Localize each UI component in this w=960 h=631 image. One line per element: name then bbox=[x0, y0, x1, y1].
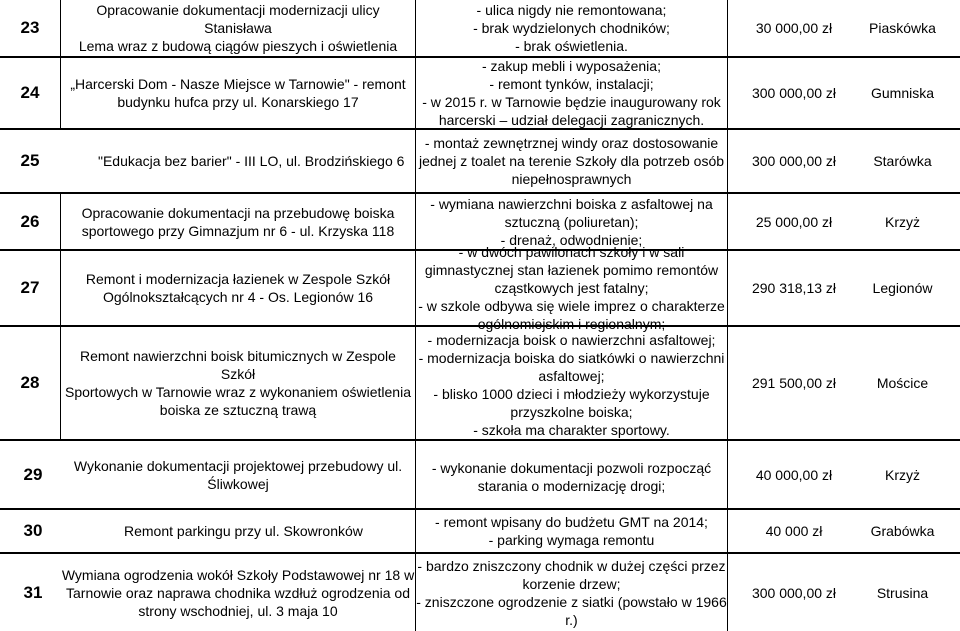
row-number: 23 bbox=[20, 18, 40, 37]
district-name: Piaskówka bbox=[869, 20, 936, 36]
project-justification: - modernizacja boisk o nawierzchni asfaltowej; - modernizacja boiska do siatkówki o nawierzchni asfaltowej; - blisko 1000 dzieci i młodzieży wykorzystuje przyszkolne boiska; - szkoła ma charakter sportowy. bbox=[418, 332, 725, 438]
project-title: Opracowanie dokumentacji na przebudowę boiska sportowego przy Gimnazjum nr 6 - ul. Krzyska 118 bbox=[81, 204, 395, 239]
district-name: Krzyż bbox=[885, 213, 920, 230]
project-title: Remont i modernizacja łazienek w Zespole Szkół Ogólnokształcących nr 4 - Os. Legionów 16 bbox=[85, 271, 391, 305]
project-amount: 300 000,00 zł bbox=[751, 153, 837, 169]
row-number: 28 bbox=[20, 373, 40, 392]
district-name: Legionów bbox=[872, 280, 933, 296]
project-justification: - wymiana nawierzchni boiska z asfaltowej na sztuczną (poliuretan); - drenaż, odwodnienie; bbox=[430, 195, 713, 248]
row-number: 27 bbox=[20, 278, 40, 297]
project-amount: 30 000,00 zł bbox=[755, 20, 833, 36]
row-number: 31 bbox=[23, 582, 43, 602]
project-amount: 290 318,13 zł bbox=[751, 280, 837, 296]
project-amount: 40 000,00 zł bbox=[755, 466, 833, 483]
row-number: 26 bbox=[20, 211, 40, 231]
row-number: 29 bbox=[23, 464, 43, 484]
project-title: Wymiana ogrodzenia wokół Szkoły Podstawowej nr 18 w Tarnowie oraz naprawa chodnika wzdłuż ogrodzenia od strony wschodniej, ul. 3 maja 10 bbox=[61, 566, 415, 619]
project-justification: - wykonanie dokumentacji pozwoli rozpocząć starania o modernizację drogi; bbox=[431, 459, 712, 494]
project-title: „Harcerski Dom - Nasze Miejsce w Tarnowie" - remont budynku hufca przy ul. Konarskiego 17 bbox=[70, 76, 406, 110]
project-title: "Edukacja bez barier" - III LO, ul. Brodzińskiego 6 bbox=[98, 153, 405, 169]
project-title: Opracowanie dokumentacji modernizacji ulicy Stanisława Lema wraz z budową ciągów pieszych i oświetlenia bbox=[78, 2, 398, 54]
district-name: Grabówka bbox=[870, 523, 935, 539]
district-name: Starówka bbox=[873, 153, 932, 169]
project-justification: - zakup mebli i wyposażenia; - remont tynków, instalacji; - w 2015 r. w Tarnowie będzie inaugurowany rok harcerski – udział delegacji zagranicznych. bbox=[422, 58, 721, 128]
row-number: 25 bbox=[20, 151, 40, 170]
project-justification: - remont wpisany do budżetu GMT na 2014; - parking wymaga remontu bbox=[435, 514, 708, 548]
project-amount: 40 000 zł bbox=[765, 523, 823, 539]
district-name: Strusina bbox=[876, 584, 929, 601]
project-title: Remont parkingu przy ul. Skowronków bbox=[124, 523, 363, 539]
project-amount: 300 000,00 zł bbox=[751, 584, 837, 601]
district-name: Krzyż bbox=[885, 466, 920, 483]
project-justification: - w dwóch pawilonach szkoły i w sali gimnastycznej stan łazienek pomimo remontów cząstkowych jest fatalny; - w szkole odbywa się wiele imprez o charakterze ogólnomiejskim i regionalnym; bbox=[418, 244, 725, 332]
district-name: Gumniska bbox=[870, 85, 935, 101]
project-justification: - ulica nigdy nie remontowana; - brak wydzielonych chodników; - brak oświetlenia. bbox=[473, 2, 670, 54]
project-amount: 291 500,00 zł bbox=[751, 375, 837, 391]
row-number: 24 bbox=[20, 83, 40, 102]
project-title: Wykonanie dokumentacji projektowej przebudowy ul. Śliwkowej bbox=[73, 457, 403, 492]
row-number: 30 bbox=[23, 521, 43, 540]
project-amount: 25 000,00 zł bbox=[755, 213, 833, 230]
project-amount: 300 000,00 zł bbox=[751, 85, 837, 101]
project-justification: - montaż zewnętrznej windy oraz dostosowanie jednej z toalet na terenie Szkoły dla potrzeb osób niepełnosprawnych bbox=[418, 135, 725, 187]
project-title: Remont nawierzchni boisk bitumicznych w Zespole Szkół Sportowych w Tarnowie wraz z wykonaniem oświetlenia boiska ze sztuczną trawą bbox=[64, 348, 411, 418]
district-name: Mościce bbox=[876, 375, 929, 391]
project-justification: - bardzo zniszczony chodnik w dużej części przez korzenie drzew; - zniszczone ogrodzenie z siatki (powstało w 1966 r.) bbox=[416, 557, 727, 628]
